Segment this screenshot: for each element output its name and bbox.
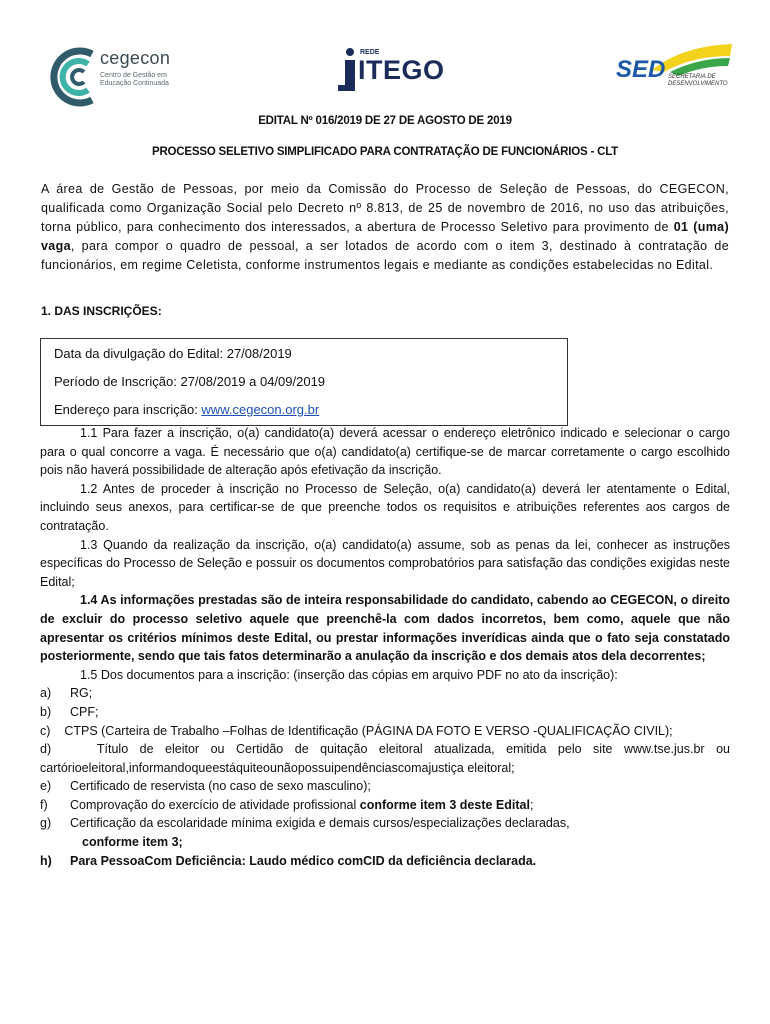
section-heading-inscricoes: 1. DAS INSCRIÇÕES: [41,304,162,318]
intro-vacancy-count: 01 (uma) vaga [41,220,729,253]
sed-name: SED [616,56,666,83]
list-item-g [40,814,730,833]
registration-period: Período de Inscrição: 27/08/2019 a 04/09/2019 [54,374,326,389]
intro-text-before: A área de Gestão de Pessoas, por meio da Comissão do Processo de Seleção de Pessoas, do CEGECON, qualificada como Organização Social pelo Decreto nº 8.813, de 25 de novembro de 2016, no uso das atribuições, torna público, para conhecimento dos interessados, a abertura de Processo Seletivo para provimento de [41,182,729,234]
list-text: Para PessoaCom Deficiência: Laudo médico comCID da deficiência declarada. [70,853,537,868]
list-text-after: ; [529,797,534,812]
list-item-g-continuation [40,833,730,852]
list-label: d) [40,742,52,757]
list-item-e [40,777,730,796]
list-label: g) [40,816,52,831]
list-item-h [40,852,730,871]
document-body [40,424,730,870]
registration-info-box [40,338,568,426]
cegecon-emblem-icon [50,42,98,112]
list-label: a) [40,686,52,701]
list-text: Certificado de reservista (no caso de sexo masculino); [70,779,371,794]
list-text: Certificação da escolaridade mínima exigida e demais cursos/especializações declaradas, [70,816,570,831]
intro-text-after: , para compor o quadro de pessoal, a ser lotados de acordo com o item 3, destinado à contratação de funcionários, em regime Celetista, conforme instrumentos legais e mediante as condições estabelecidas no Edital. [41,239,729,272]
sed-logo [612,42,734,98]
paragraph-1-3: 1.3 Quando da realização da inscrição, o(a) candidato(a) assume, sob as penas da lei, conhecer as instruções específicas do Processo de Seleção e possuir os documentos comprobatórios para satisfação das condições exigidas neste Edital; [40,537,730,589]
list-text: CPF; [70,704,99,719]
list-text-bold: conforme item 3; [82,835,183,850]
list-item-c [40,722,730,741]
cegecon-subtitle: Centro de Gestão em Educação Continuada [100,72,169,87]
publication-date: Data da divulgação do Edital: 27/08/2019 [54,346,292,361]
list-item-f [40,796,730,815]
registration-link[interactable]: www.cegecon.org.br [201,402,320,417]
list-text: CTPS (Carteira de Trabalho –Folhas de Identificação (PÁGINA DA FOTO E VERSO -QUALIFICAÇÃO CIVIL); [64,723,673,738]
list-text: RG; [70,686,93,701]
registration-address [54,402,319,417]
list-text-bold: conforme item 3 deste Edital [359,797,530,812]
cegecon-name: cegecon [100,48,171,68]
paragraph-1-1: 1.1 Para fazer a inscrição, o(a) candidato(a) deverá acessar o endereço eletrônico indicado e selecionar o cargo para o qual concorre a vaga. É necessário que o(a) candidato(a) certifique-se de marcar corretamente o cargo escolhido pois não haverá possibilidade de alteração após efetivação da inscrição. [40,426,730,478]
registration-address-label: Endereço para inscrição: [54,402,202,417]
list-item-d [40,740,730,777]
list-label: c) [40,723,51,738]
list-item-a [40,684,730,703]
paragraph-1-2: 1.2 Antes de proceder à inscrição no Processo de Seleção, o(a) candidato(a) deverá ler atentamente o Edital, incluindo seus anexos, para certificar-se de que preenche todos os requisitos e atribuições referentes aos cargos de contratação. [40,481,730,533]
list-label: b) [40,704,52,719]
edital-subtitle: PROCESSO SELETIVO SIMPLIFICADO PARA CONTRATAÇÃO DE FUNCIONÁRIOS - CLT [151,146,618,158]
paragraph-1-4 [40,591,730,665]
itego-rede-label: REDE [360,49,380,56]
list-item-b [40,703,730,722]
list-text: Comprovação do exercício de atividade profissional [70,797,360,812]
sed-subtitle: SECRETARIA DE DESENVOLVIMENTO [668,74,728,87]
paragraph-1-5: 1.5 Dos documentos para a inscrição: (inserção das cópias em arquivo PDF no ato da inscrição): [80,667,618,682]
list-label: f) [40,797,48,812]
edital-title: EDITAL Nº 016/2019 DE 27 DE AGOSTO DE 2019 [258,115,512,127]
intro-paragraph [41,180,729,275]
cegecon-logo [50,42,200,112]
itego-logo [334,45,444,93]
list-label: e) [40,779,52,794]
paragraph-1-4-text: 1.4 As informações prestadas são de inteira responsabilidade do candidato, cabendo ao CEGECON, o direito de excluir do processo seletivo aquele que preenchê-la com dados incorretos, bem como, aquele que não apresentar os critérios mínimos deste Edital, ou prestar informações inverídicas ainda que o fato seja constatado posteriormente, sendo que tais fatos determinarão a anulação da inscrição e dos demais atos dela decorrentes; [40,593,730,664]
itego-name: ITEGO [358,55,445,85]
itego-mark-icon [334,47,358,93]
list-label: h) [40,853,52,868]
list-text: Título de eleitor ou Certidão de quitação eleitoral atualizada, emitida pelo site www.tse.jus.br ou cartórioeleitoral,informandoqueestáquiteounãopossuipendênciascomajustiça eleitoral; [40,742,730,775]
